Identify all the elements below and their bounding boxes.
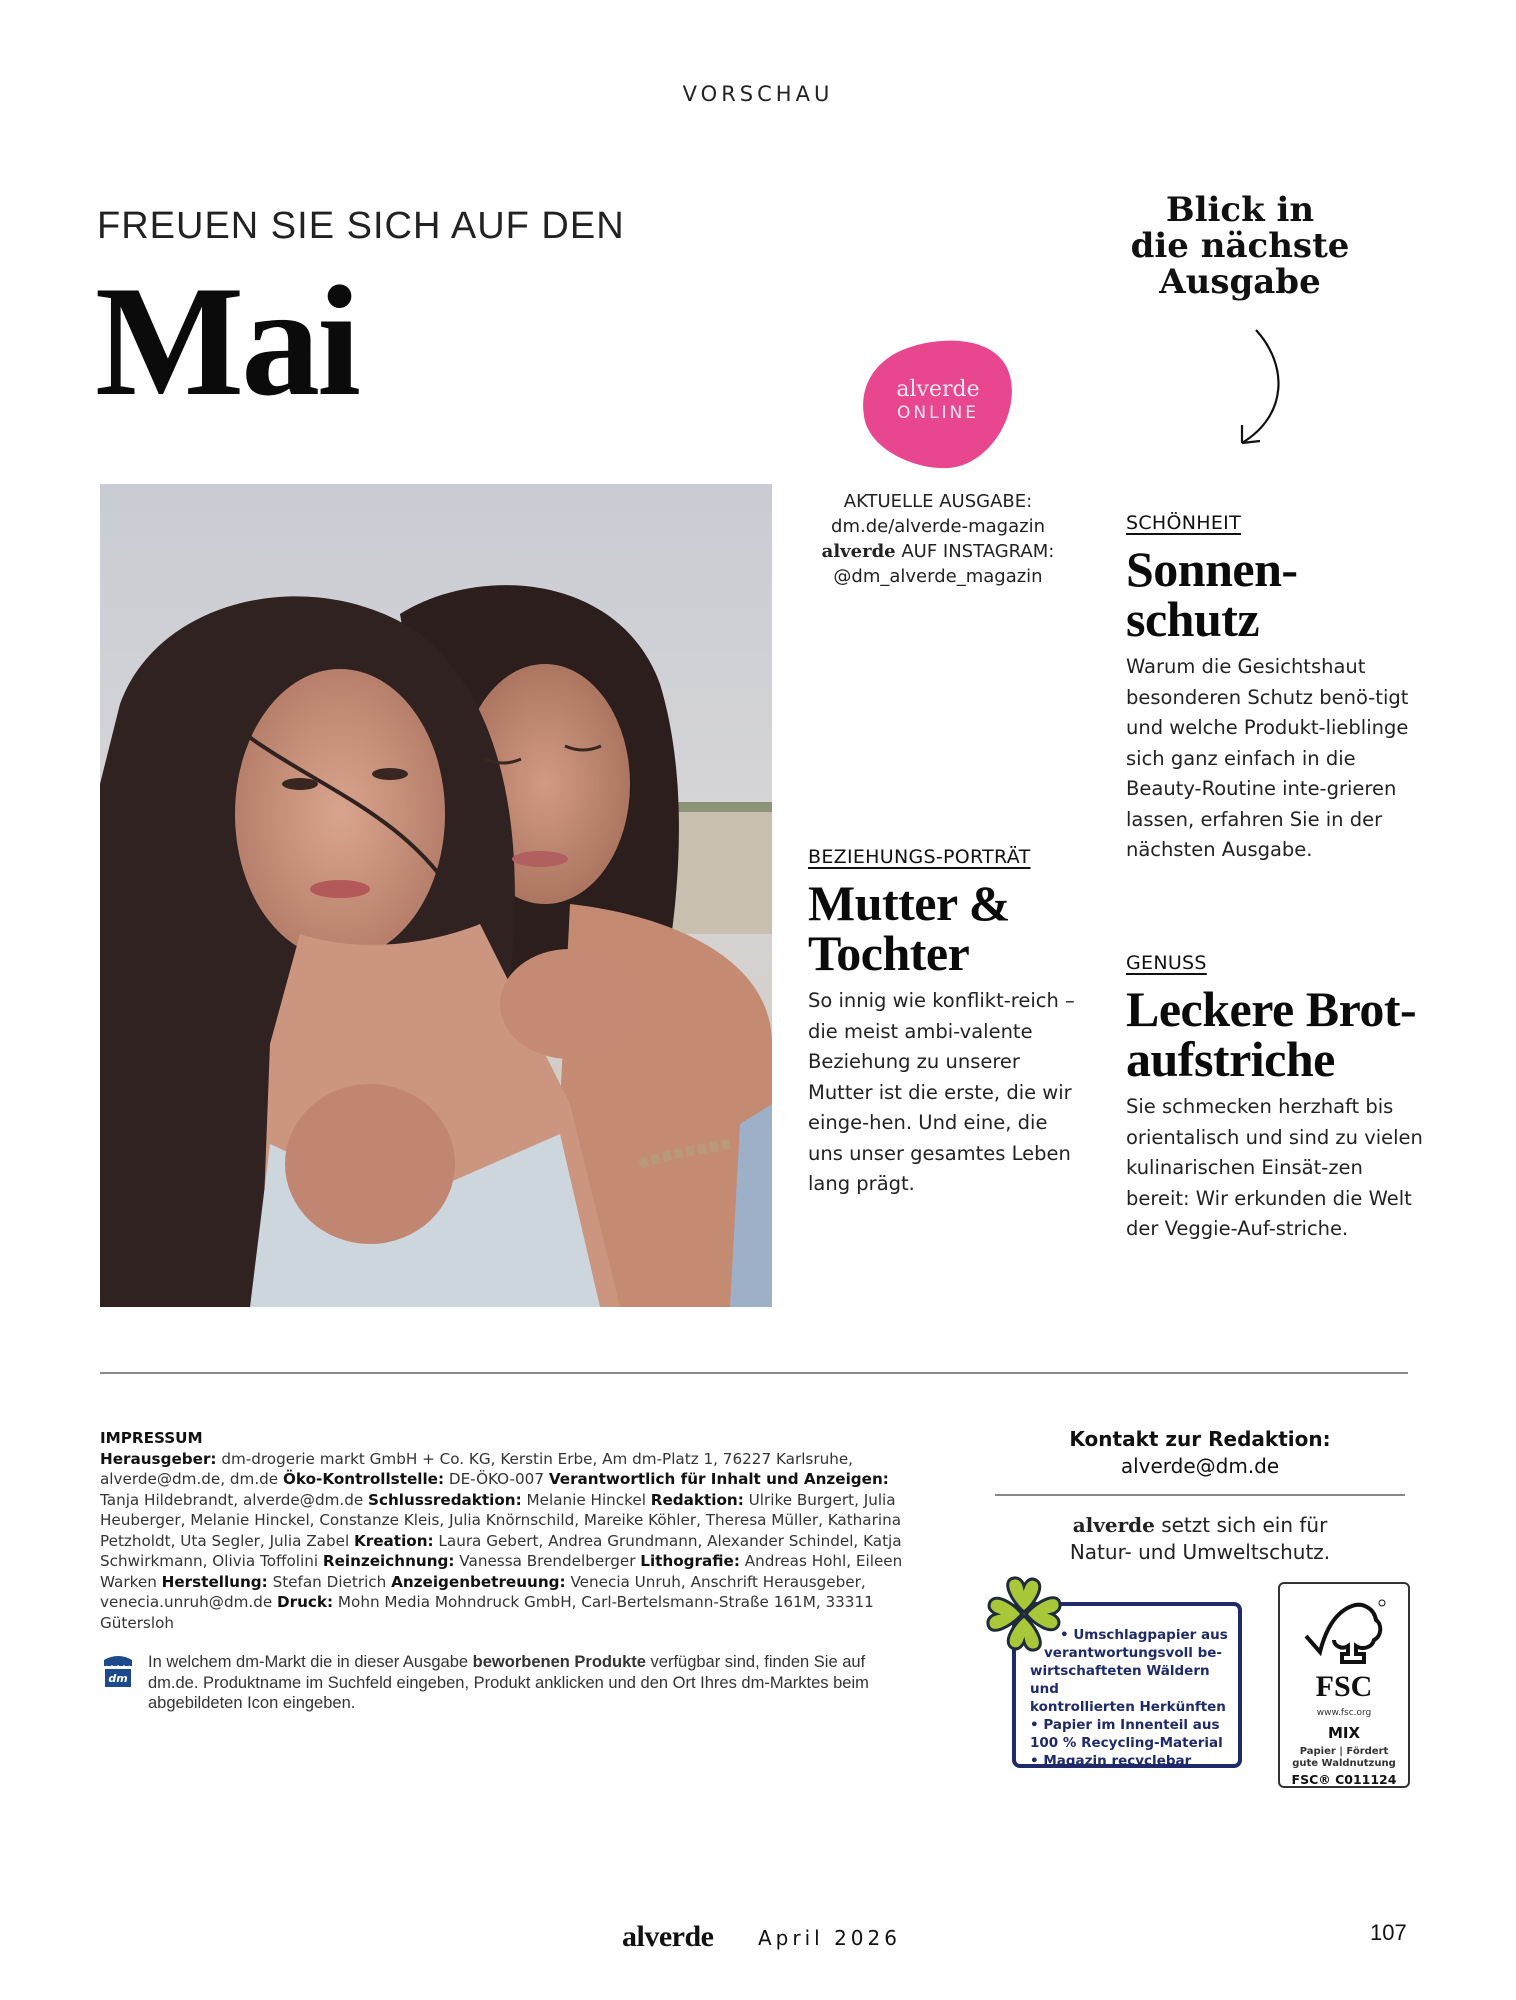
eco-box-text: • Umschlagpapier aus verantwortungsvoll be- wirtschafteten Wäldern und kontrollierten Herkünften • Papier im Innenteil aus 100 % Recycling-Material • Magazin recyclebar bbox=[1030, 1627, 1228, 1769]
impressum bbox=[100, 1428, 920, 1633]
fsc-label: FSC www.fsc.org MIX Papier | Fördert gute Waldnutzung FSC® C011124 bbox=[1278, 1582, 1410, 1788]
article-body: Warum die Gesichtshaut besonderen Schutz benö-tigt und welche Produkt-lieblinge sich ganz einfach in die Beauty-Routine inte-grieren lassen, erfahren Sie in der nächsten Ausgabe. bbox=[1126, 655, 1409, 861]
month-title: Mai bbox=[95, 254, 359, 429]
article-body: So innig wie konflikt-reich – die meist ambi-valente Beziehung zu unserer Mutter ist die erste, die wir einge-hen. Und eine, die uns unser gesamtes Leben lang prägt. bbox=[808, 989, 1075, 1195]
kicker-text: FREUEN SIE SICH AUF DEN bbox=[97, 205, 625, 247]
teaser-heading bbox=[1110, 192, 1370, 300]
online-badge-text[interactable] bbox=[858, 378, 1018, 424]
teaser-line: Blick in bbox=[1165, 190, 1315, 230]
brand-inline: alverde bbox=[1072, 1513, 1155, 1537]
photo-illustration bbox=[100, 484, 772, 1307]
online-info bbox=[808, 489, 1068, 589]
article-schoenheit bbox=[1126, 512, 1426, 866]
article-body: Sie schmecken herzhaft bis orientalisch und sind zu vielen kulinarischen Einsät-zen bereit: Wir erkunden die Welt der Veggie-Auf-striche. bbox=[1126, 1095, 1423, 1240]
teaser-line: die nächste bbox=[1130, 226, 1350, 266]
contact-email[interactable]: alverde@dm.de bbox=[1120, 1454, 1280, 1478]
article-headline: Leckere Brot- aufstriche bbox=[1126, 981, 1417, 1087]
contact-title: Kontakt zur Redaktion: bbox=[1069, 1427, 1331, 1451]
footer-issue: April 2026 bbox=[758, 1926, 901, 1950]
svg-text:dm: dm bbox=[108, 1672, 128, 1685]
cover-photo bbox=[100, 484, 772, 1307]
section-divider bbox=[100, 1372, 1408, 1374]
dm-store-icon bbox=[102, 1654, 134, 1688]
article-genuss bbox=[1126, 952, 1426, 1245]
impressum-body: Herausgeber: dm-drogerie markt GmbH + Co. KG, Kerstin Erbe, Am dm-Platz 1, 76227 Karlsruhe, alverde@dm.de, dm.de Öko-Kontrollstelle: DE-ÖKO-007 Verantwortlich für Inhalt und Anzeigen: Tanja Hildebrandt, alverde@dm.de Schlussredaktion: Melanie Hinckel Redaktion: Ulrike Burgert, Julia Heuberger, Melanie Hinckel, Constanze Kleis, Julia Knörnschild, Mareike Köhler, Theresa Müller, Katharina Petzholdt, Uta Segler, Julia Zabel Kreation: Laura Gebert, Andrea Grundmann, Alexander Schindel, Katja Schwirkmann, Olivia Toffolini Reinzeichnung: Vanessa Brendelberger Lithografie: Andreas Hohl, Eileen Warken Herstellung: Stefan Dietrich Anzeigenbetreuung: Venecia Unruh, Anschrift Herausgeber, venecia.unruh@dm.de Druck: Mohn Media Mohndruck GmbH, Carl-Bertelsmann-Straße 161M, 33311 Gütersloh bbox=[100, 1449, 903, 1632]
section-label: VORSCHAU bbox=[682, 82, 834, 106]
dm-note-text: In welchem dm-Markt die in dieser Ausgabe beworbenen Produkte verfügbar sind, finden Sie auf dm.de. Produktname im Suchfeld eingeben, Produkt anklicken und den Ort Ihres dm-Marktes beim abgebildeten Icon eingeben. bbox=[148, 1653, 869, 1712]
eco-claim: alverde setzt sich ein für Natur- und Umweltschutz. bbox=[1069, 1513, 1331, 1564]
footer-brand-logo: alverde bbox=[622, 1920, 714, 1953]
article-headline: Mutter & Tochter bbox=[808, 875, 1010, 981]
page-number: 107 bbox=[1370, 1920, 1407, 1945]
article-category: BEZIEHUNGS-PORTRÄT bbox=[808, 846, 1031, 868]
article-headline: Sonnen- schutz bbox=[1126, 541, 1298, 647]
online-badge-brand: alverde bbox=[896, 377, 980, 402]
brand-inline: alverde bbox=[821, 541, 896, 562]
fsc-tree-check-icon bbox=[1302, 1598, 1386, 1668]
online-info-instagram[interactable]: @dm_alverde_magazin bbox=[833, 566, 1043, 587]
online-badge-label: ONLINE bbox=[896, 403, 980, 423]
contact-divider bbox=[995, 1494, 1405, 1496]
online-info-line: alverde AUF INSTAGRAM: bbox=[821, 541, 1055, 562]
article-category: GENUSS bbox=[1126, 952, 1207, 974]
online-info-line: AKTUELLE AUSGABE: bbox=[843, 491, 1033, 512]
article-category: SCHÖNHEIT bbox=[1126, 512, 1241, 534]
curved-arrow-down-icon bbox=[1228, 325, 1298, 455]
contact-block bbox=[995, 1426, 1405, 1480]
clover-icon bbox=[982, 1572, 1066, 1656]
impressum-title: IMPRESSUM bbox=[100, 1429, 203, 1447]
online-info-url[interactable]: dm.de/alverde-magazin bbox=[831, 516, 1045, 537]
article-beziehung bbox=[808, 846, 1078, 1200]
teaser-line: Ausgabe bbox=[1159, 262, 1321, 302]
